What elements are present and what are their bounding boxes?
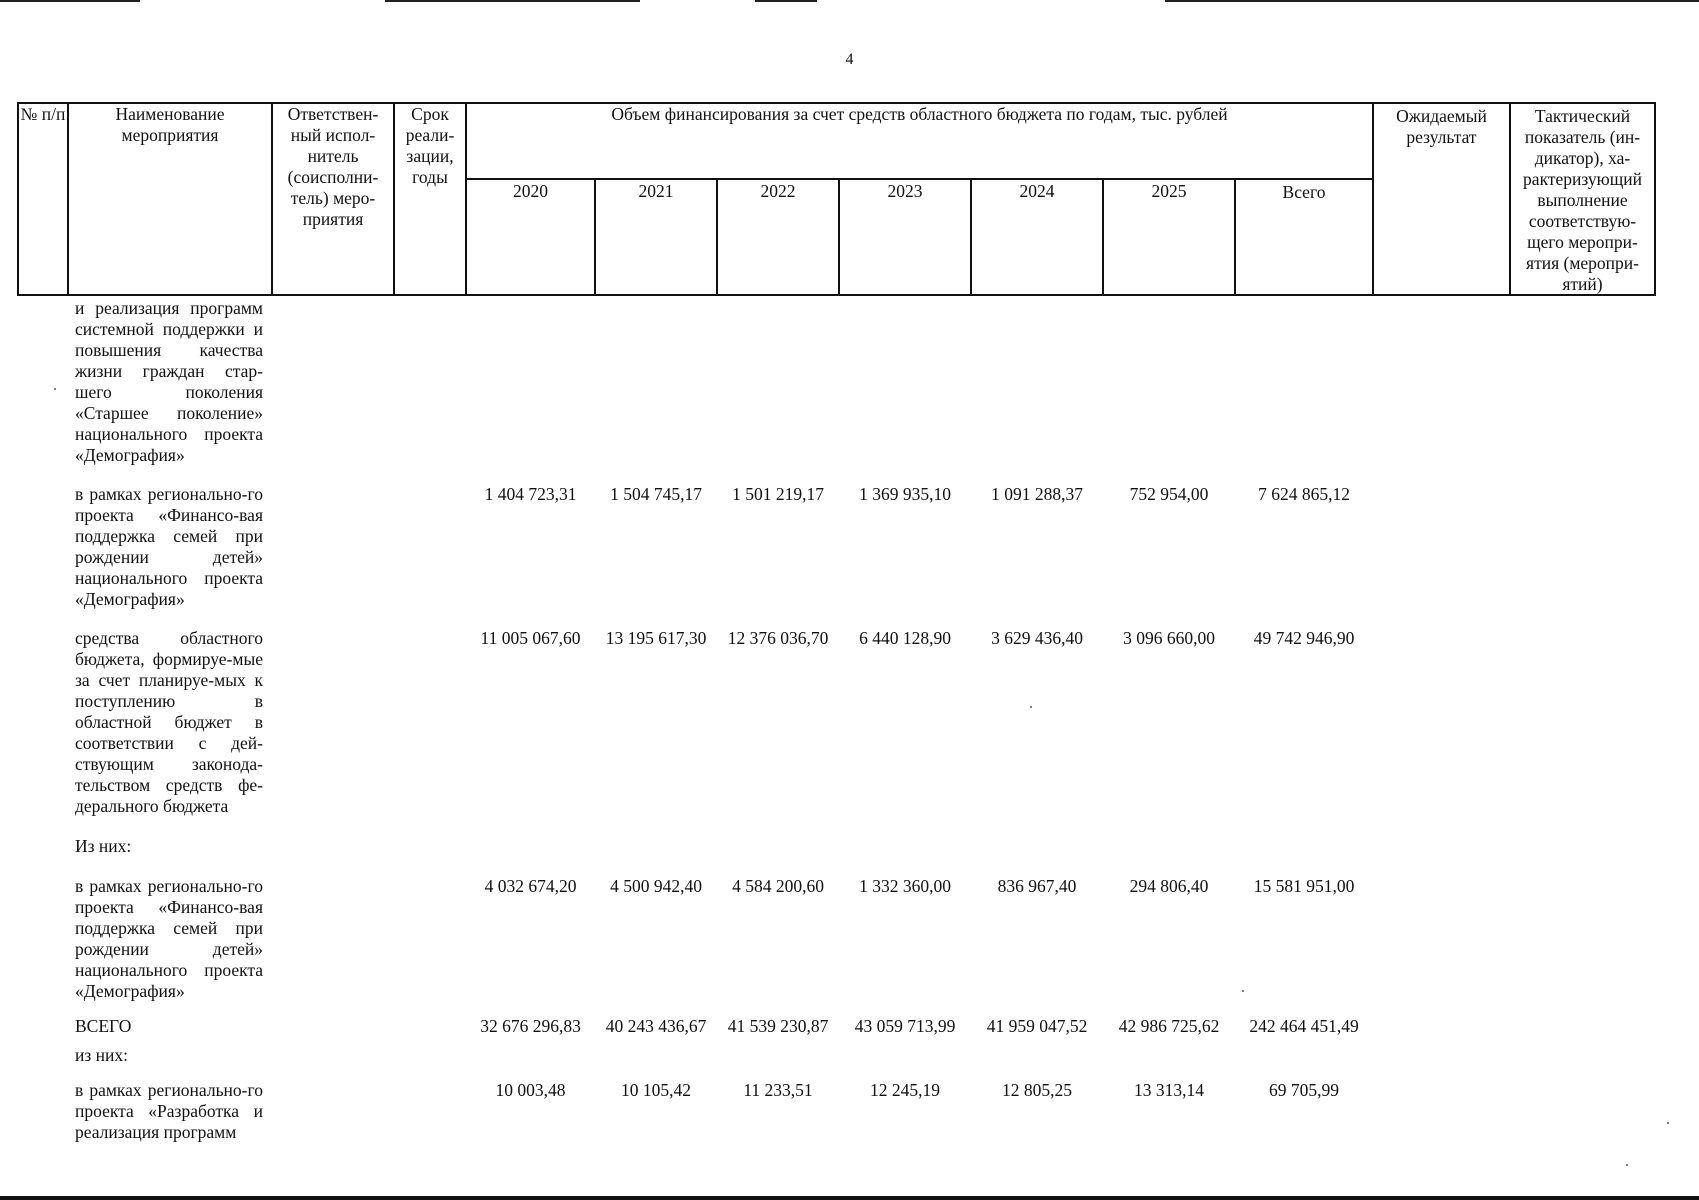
row-7-2021: 10 105,42: [621, 1080, 691, 1100]
row-4-total: 15 581 951,00: [1253, 876, 1355, 896]
row-2-total: 49 742 946,90: [1253, 628, 1355, 648]
row-2-2021: 13 195 617,30: [605, 628, 707, 648]
row-6-label: из них:: [75, 1045, 128, 1065]
row-2-name: средства областного бюджета, формируе-мые за счет планируе-мых к поступлению в областной бюджет в соответствии с дей-ствующим законода-тельством средств фе-дерального бюджета: [75, 628, 263, 816]
row-1-2024: 1 091 288,37: [991, 484, 1083, 504]
row-5-2024: 41 959 047,52: [986, 1016, 1088, 1036]
header-year-2024: 2024: [1019, 181, 1055, 201]
row-5-2021: 40 243 436,67: [605, 1016, 707, 1036]
header-col-term: Срок реали-зации, годы: [405, 104, 455, 187]
header-year-2022: 2022: [760, 181, 796, 201]
scan-speck: [1667, 1122, 1669, 1124]
scan-speck: [1030, 706, 1032, 708]
header-col-responsible: Ответствен-ный испол-нитель (соисполни-тель) меро-приятия: [287, 104, 379, 229]
row-1-2023: 1 369 935,10: [859, 484, 951, 504]
row-7-2023: 12 245,19: [870, 1080, 940, 1100]
header-col-result: Ожидаемый результат: [1396, 106, 1487, 147]
row-7-2025: 13 313,14: [1134, 1080, 1204, 1100]
row-5-total-label: ВСЕГО: [75, 1016, 132, 1036]
row-4-2025: 294 806,40: [1129, 876, 1209, 896]
row-4-name: в рамках регионально-го проекта «Финансо-вая поддержка семей при рождении детей» национального проекта «Демография»: [75, 876, 263, 1001]
row-7-2024: 12 805,25: [1002, 1080, 1072, 1100]
row-4-2022: 4 584 200,60: [732, 876, 824, 896]
header-total: Всего: [1282, 182, 1326, 202]
row-7-name: в рамках регионально-го проекта «Разработка и реализация программ: [75, 1080, 263, 1142]
row-4-2023: 1 332 360,00: [859, 876, 951, 896]
row-2-2022: 12 376 036,70: [727, 628, 829, 648]
scan-edge-top-1: [0, 0, 140, 2]
scan-speck: [1242, 990, 1244, 992]
row-5-total: 242 464 451,49: [1249, 1016, 1359, 1036]
header-col-indicator: Тактический показатель (ин-дикатор), ха-рактеризующий выполнение соответствую-щего меропри-ятия (меропри-ятий): [1523, 106, 1642, 294]
header-year-2025: 2025: [1151, 181, 1187, 201]
row-5-2023: 43 059 713,99: [854, 1016, 956, 1036]
header-col-financing: Объем финансирования за счет средств областного бюджета по годам, тыс. рублей: [611, 104, 1228, 124]
row-3-label: Из них:: [75, 836, 132, 856]
row-5-2025: 42 986 725,62: [1118, 1016, 1220, 1036]
row-1-2020: 1 404 723,31: [484, 484, 577, 504]
row-1-name: в рамках регионально-го проекта «Финансо-вая поддержка семей при рождении детей» национального проекта «Демография»: [75, 484, 263, 609]
row-2-2025: 3 096 660,00: [1123, 628, 1215, 648]
header-year-2023: 2023: [887, 181, 923, 201]
row-4-2020: 4 032 674,20: [484, 876, 577, 896]
row-5-2022: 41 539 230,87: [727, 1016, 829, 1036]
row-5-2020: 32 676 296,83: [480, 1016, 581, 1036]
row-7-total: 69 705,99: [1269, 1080, 1339, 1100]
header-year-2020: 2020: [513, 181, 548, 201]
row-1-total: 7 624 865,12: [1258, 484, 1350, 504]
row-2-2023: 6 440 128,90: [859, 628, 951, 648]
scan-edge-top-4: [1165, 0, 1699, 2]
row-0-name: и реализация программ системной поддержки и повышения качества жизни граждан стар-шего поколения «Старшее поколение» национального проекта «Демография»: [75, 298, 263, 465]
row-2-2020: 11 005 067,60: [480, 628, 581, 648]
row-1-2021: 1 504 745,17: [610, 484, 702, 504]
row-4-2021: 4 500 942,40: [610, 876, 702, 896]
page-number: 4: [845, 51, 854, 68]
row-7-2022: 11 233,51: [743, 1080, 813, 1100]
row-7-2020: 10 003,48: [495, 1080, 566, 1100]
scan-edge-top-2: [385, 0, 640, 2]
row-4-2024: 836 967,40: [997, 876, 1077, 896]
header-col-number: № п/п: [20, 104, 66, 124]
header-col-name: Наименование мероприятия: [115, 104, 225, 145]
scan-speck: [1626, 1164, 1628, 1166]
row-1-2025: 752 954,00: [1129, 484, 1209, 504]
scan-edge-top-3: [755, 0, 817, 2]
scan-speck: [54, 388, 56, 390]
row-1-2022: 1 501 219,17: [732, 484, 824, 504]
scan-edge-bottom: [0, 1196, 1699, 1200]
header-year-2021: 2021: [638, 181, 674, 201]
row-2-2024: 3 629 436,40: [991, 628, 1083, 648]
